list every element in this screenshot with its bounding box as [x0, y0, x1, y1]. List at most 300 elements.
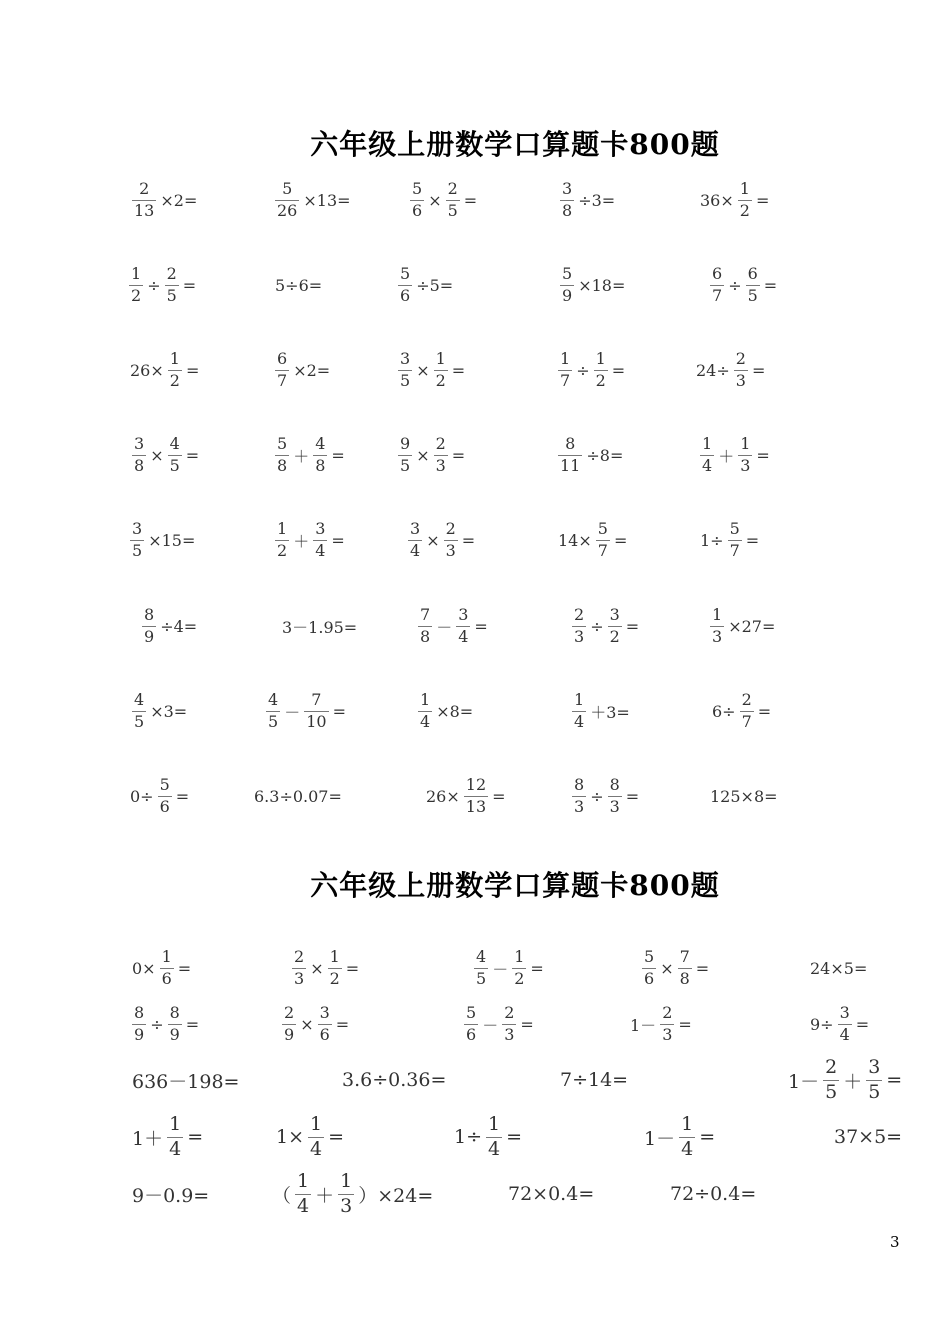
section2-problem: [280, 994, 351, 1054]
numerator: 1: [595, 348, 606, 368]
expression-text: ＋: [843, 1070, 863, 1093]
denominator: 8: [134, 455, 145, 475]
expression-text: 9－0.9=: [132, 1184, 210, 1207]
denominator: 2: [131, 285, 142, 305]
denominator: 5: [400, 370, 411, 390]
fraction: [318, 1002, 332, 1044]
numerator: 3: [562, 178, 573, 198]
section2-problem: [340, 1050, 448, 1110]
denominator: 6: [400, 285, 411, 305]
numerator: 1: [488, 1112, 501, 1135]
expression-text: =: [757, 701, 772, 721]
section1-problem: [396, 425, 467, 485]
denominator: 5: [747, 285, 758, 305]
expression-text: =: [492, 786, 506, 806]
expression-text: ÷4=: [160, 616, 198, 636]
denominator: 8: [277, 455, 288, 475]
section1-problem: [570, 766, 641, 826]
expression-text: =: [331, 445, 345, 465]
numerator: 4: [169, 433, 180, 453]
section2-problem: [274, 1107, 346, 1167]
numerator: 6: [712, 263, 723, 283]
numerator: 1: [277, 518, 288, 538]
denominator: 7: [560, 370, 571, 390]
fraction: [710, 263, 724, 305]
numerator: 8: [574, 774, 585, 794]
section2-problem: [668, 1164, 758, 1224]
expression-text: ×18=: [578, 275, 626, 295]
numerator: 1: [740, 433, 751, 453]
section1-problem: [128, 510, 197, 570]
denominator: 7: [277, 370, 288, 390]
section2-problem: [832, 1107, 904, 1167]
denominator: 5: [132, 540, 143, 560]
expression-text: ×: [300, 1014, 314, 1034]
expression-text: 636－198=: [132, 1070, 240, 1093]
numerator: 1: [329, 946, 340, 966]
numerator: 2: [435, 433, 446, 453]
denominator: 9: [169, 1024, 180, 1044]
section2-problem: [452, 1107, 524, 1167]
denominator: 3: [712, 626, 723, 646]
numerator: 2: [284, 1002, 295, 1022]
expression-text: 1÷: [700, 530, 724, 550]
section1-problem: [406, 510, 477, 570]
numerator: 3: [319, 1002, 330, 1022]
denominator: 8: [315, 455, 326, 475]
numerator: 8: [169, 1002, 180, 1022]
expression-text: =: [756, 445, 770, 465]
fraction: [165, 263, 179, 305]
expression-text: 72×0.4=: [508, 1183, 595, 1205]
numerator: 2: [741, 689, 752, 709]
numerator: 3: [400, 348, 411, 368]
section2-problem: [130, 994, 201, 1054]
section2-problem: [808, 994, 871, 1054]
fraction: [132, 1002, 146, 1044]
section1-problem: [694, 340, 767, 400]
expression-text: =: [625, 616, 640, 636]
section1-problem: [273, 425, 347, 485]
fraction: [142, 604, 156, 646]
expression-text: 26×: [426, 786, 460, 806]
denominator: 2: [609, 626, 620, 646]
expression-text: ×: [150, 445, 164, 465]
fraction: [464, 1002, 478, 1044]
section1-problem: [396, 340, 467, 400]
section1-problem: [570, 596, 641, 656]
expression-text: 6÷: [712, 701, 736, 721]
expression-text: 26×: [130, 360, 164, 380]
fraction: [746, 263, 760, 305]
denominator: 7: [712, 285, 723, 305]
expression-text: =: [530, 958, 544, 978]
expression-text: =: [175, 786, 190, 806]
expression-text: ＋: [718, 446, 735, 466]
fraction: [456, 604, 470, 646]
fraction: [313, 518, 327, 560]
expression-text: ×2=: [160, 190, 198, 210]
fraction: [642, 946, 656, 988]
denominator: 4: [458, 626, 469, 646]
section1-problem: [130, 170, 199, 230]
denominator: 3: [445, 540, 456, 560]
expression-text: ×3=: [150, 701, 188, 721]
denominator: 2: [329, 968, 340, 988]
expression-text: ×27=: [728, 616, 776, 636]
section1-problem: [708, 255, 779, 315]
fraction: [608, 774, 622, 816]
numerator: 1: [297, 1169, 310, 1192]
denominator: 3: [340, 1194, 353, 1217]
fraction: [679, 1112, 695, 1160]
section1-problem: [408, 170, 479, 230]
section1-problem: [396, 255, 455, 315]
section1-problem: [130, 425, 201, 485]
expression-text: ×: [428, 190, 442, 210]
numerator: 3: [609, 604, 620, 624]
section1-problem: [570, 681, 632, 741]
expression-text: =: [625, 786, 640, 806]
numerator: 1: [514, 946, 525, 966]
expression-text: ÷: [147, 275, 161, 295]
section2-problem: [506, 1164, 596, 1224]
expression-text: =: [463, 190, 478, 210]
denominator: 4: [574, 711, 585, 731]
fraction: [486, 1112, 502, 1160]
expression-text: ×8=: [436, 701, 474, 721]
section1-problem: [273, 340, 332, 400]
fraction: [560, 263, 574, 305]
expression-text: 24×5=: [810, 958, 868, 978]
expression-text: =: [520, 1014, 534, 1034]
denominator: 8: [562, 200, 573, 220]
section1-problem: [424, 766, 508, 826]
numerator: 6: [277, 348, 288, 368]
fraction: [130, 518, 144, 560]
section2-problem: [558, 1050, 630, 1110]
fraction: [338, 1169, 354, 1217]
denominator: 5: [868, 1080, 881, 1103]
fraction: [434, 433, 448, 475]
numerator: 1: [574, 689, 585, 709]
expression-text: =: [699, 1126, 716, 1148]
numerator: 4: [134, 689, 145, 709]
denominator: 11: [560, 455, 581, 475]
fraction: [700, 433, 714, 475]
denominator: 3: [740, 455, 751, 475]
expression-text: ×15=: [148, 530, 196, 550]
section2-problem: [808, 938, 869, 998]
section1-problem: [698, 425, 772, 485]
fraction: [408, 518, 422, 560]
expression-text: ÷8=: [586, 445, 624, 465]
section1-problem: [128, 766, 191, 826]
denominator: 3: [662, 1024, 673, 1044]
denominator: 5: [134, 711, 145, 731]
denominator: 6: [159, 796, 170, 816]
numerator: 3: [132, 518, 143, 538]
numerator: 3: [839, 1002, 850, 1022]
denominator: 9: [562, 285, 573, 305]
expression-text: ×: [660, 958, 674, 978]
denominator: 4: [169, 1137, 182, 1160]
numerator: 12: [465, 774, 487, 794]
expression-text: ×: [426, 530, 440, 550]
expression-text: 72÷0.4=: [670, 1183, 757, 1205]
numerator: 5: [644, 946, 655, 966]
section1-problem: [556, 340, 627, 400]
expression-text: －: [436, 617, 453, 637]
section1-problem: [698, 510, 761, 570]
numerator: 4: [268, 689, 279, 709]
expression-text: ÷: [590, 786, 604, 806]
section1-problem: [558, 170, 617, 230]
section1-problem: [280, 596, 359, 656]
section2-problem: [130, 1050, 241, 1110]
fraction: [608, 604, 622, 646]
expression-text: ×13=: [303, 190, 351, 210]
expression-text: =: [182, 275, 197, 295]
numerator: 6: [747, 263, 758, 283]
section1-problem: [416, 681, 475, 741]
fraction: [434, 348, 448, 390]
numerator: 1: [712, 604, 723, 624]
fraction: [710, 604, 724, 646]
expression-text: ÷: [590, 616, 604, 636]
fraction: [502, 1002, 516, 1044]
numerator: 1: [435, 348, 446, 368]
numerator: 5: [282, 178, 293, 198]
section2-problem: [130, 1107, 205, 1167]
numerator: 5: [562, 263, 573, 283]
denominator: 8: [679, 968, 690, 988]
numerator: 3: [868, 1055, 881, 1078]
section2-problem: [270, 1164, 435, 1224]
denominator: 6: [319, 1024, 330, 1044]
fraction: [660, 1002, 674, 1044]
expression-text: =: [745, 530, 760, 550]
denominator: 3: [294, 968, 305, 988]
expression-text: =: [328, 1126, 345, 1148]
fraction: [560, 178, 574, 220]
denominator: 2: [514, 968, 525, 988]
expression-text: =: [755, 190, 770, 210]
fraction: [129, 263, 143, 305]
expression-text: －: [482, 1015, 499, 1035]
numerator: 4: [315, 433, 326, 453]
denominator: 6: [412, 200, 423, 220]
numerator: 2: [445, 518, 456, 538]
fraction: [308, 1112, 324, 1160]
expression-text: ÷: [728, 275, 742, 295]
section2-problem: [290, 938, 361, 998]
expression-text: =: [886, 1069, 903, 1091]
numerator: 4: [476, 946, 487, 966]
fraction: [558, 348, 572, 390]
expression-text: ÷5=: [416, 275, 454, 295]
expression-text: 1÷: [454, 1126, 483, 1148]
numerator: 5: [277, 433, 288, 453]
denominator: 3: [574, 796, 585, 816]
expression-text: =: [506, 1126, 523, 1148]
denominator: 2: [739, 200, 750, 220]
fraction: [328, 946, 342, 988]
expression-text: ÷: [150, 1014, 164, 1034]
numerator: 1: [310, 1112, 323, 1135]
fraction: [596, 518, 610, 560]
fraction: [132, 433, 146, 475]
denominator: 9: [144, 626, 155, 646]
expression-text: 1－: [788, 1070, 820, 1093]
section1-problem: [264, 681, 348, 741]
fraction: [572, 689, 586, 731]
expression-text: 24÷: [696, 360, 730, 380]
denominator: 4: [839, 1024, 850, 1044]
numerator: 1: [560, 348, 571, 368]
numerator: 5: [412, 178, 423, 198]
numerator: 2: [735, 348, 746, 368]
expression-text: =: [613, 530, 628, 550]
fraction: [168, 1002, 182, 1044]
section2-problem: [628, 994, 694, 1054]
fraction: [572, 774, 586, 816]
denominator: 2: [435, 370, 446, 390]
denominator: 5: [268, 711, 279, 731]
fraction: [275, 178, 299, 220]
section1-problem: [130, 681, 189, 741]
expression-text: =: [185, 360, 200, 380]
expression-text: 1－: [630, 1015, 657, 1035]
fraction: [398, 263, 412, 305]
denominator: 7: [597, 540, 608, 560]
section1-problem: [556, 425, 625, 485]
section2-problem: [642, 1107, 717, 1167]
denominator: 5: [476, 968, 487, 988]
section1-problem: [708, 596, 777, 656]
numerator: 1: [420, 689, 431, 709]
expression-text: =: [185, 1014, 200, 1034]
denominator: 2: [169, 370, 180, 390]
fraction: [132, 178, 156, 220]
section1-problem: [252, 766, 344, 826]
expression-text: =: [345, 958, 360, 978]
fraction: [558, 433, 582, 475]
expression-text: －: [492, 959, 509, 979]
fraction: [304, 689, 328, 731]
expression-text: =: [187, 1126, 204, 1148]
numerator: 1: [702, 433, 713, 453]
section1-problem: [128, 340, 201, 400]
numerator: 2: [825, 1055, 838, 1078]
expression-text: ×: [416, 445, 430, 465]
denominator: 6: [466, 1024, 477, 1044]
denominator: 4: [297, 1194, 310, 1217]
fraction: [418, 689, 432, 731]
expression-text: 3－1.95=: [282, 617, 358, 637]
fraction: [398, 348, 412, 390]
expression-text: ＋: [293, 531, 310, 551]
numerator: 3: [458, 604, 469, 624]
fraction: [678, 946, 692, 988]
fraction: [572, 604, 586, 646]
section2-problem: [130, 938, 193, 998]
denominator: 3: [735, 370, 746, 390]
expression-text: 36×: [700, 190, 734, 210]
section1-problem: [273, 255, 324, 315]
denominator: 4: [310, 1137, 323, 1160]
numerator: 5: [597, 518, 608, 538]
expression-text: =: [474, 616, 488, 636]
numerator: 3: [410, 518, 421, 538]
numerator: 1: [681, 1112, 694, 1135]
fraction: [866, 1055, 882, 1103]
fraction: [594, 348, 608, 390]
numerator: 7: [311, 689, 322, 709]
expression-text: ）×24=: [358, 1184, 434, 1207]
page-title-1: 六年级上册数学口算题卡800题: [310, 128, 720, 161]
expression-text: 1×: [276, 1126, 305, 1148]
numerator: 2: [504, 1002, 515, 1022]
section1-problem: [558, 255, 627, 315]
denominator: 5: [166, 285, 177, 305]
denominator: 4: [702, 455, 713, 475]
numerator: 9: [400, 433, 411, 453]
denominator: 8: [420, 626, 431, 646]
fraction: [738, 178, 752, 220]
fraction: [168, 433, 182, 475]
denominator: 13: [134, 200, 155, 220]
expression-text: 37×5=: [834, 1126, 903, 1148]
expression-text: ×2=: [293, 360, 331, 380]
fraction: [823, 1055, 839, 1103]
section1-problem: [273, 170, 353, 230]
numerator: 7: [420, 604, 431, 624]
numerator: 1: [161, 946, 172, 966]
expression-text: =: [177, 958, 192, 978]
expression-text: =: [611, 360, 626, 380]
expression-text: =: [185, 445, 200, 465]
expression-text: 7÷14=: [560, 1069, 629, 1091]
numerator: 1: [169, 1112, 182, 1135]
expression-text: =: [461, 530, 476, 550]
expression-text: 14×: [558, 530, 592, 550]
fraction: [132, 689, 146, 731]
section2-problem: [130, 1164, 211, 1224]
expression-text: （: [272, 1184, 292, 1207]
expression-text: =: [751, 360, 766, 380]
numerator: 5: [466, 1002, 477, 1022]
denominator: 5: [447, 200, 458, 220]
numerator: 8: [565, 433, 576, 453]
expression-text: 9÷: [810, 1014, 834, 1034]
denominator: 4: [410, 540, 421, 560]
expression-text: 125×8=: [710, 786, 778, 806]
expression-text: =: [695, 958, 710, 978]
fraction: [167, 1112, 183, 1160]
expression-text: ×: [310, 958, 324, 978]
fraction: [266, 689, 280, 731]
expression-text: 5÷6=: [275, 275, 323, 295]
expression-text: =: [451, 360, 466, 380]
fraction: [275, 433, 289, 475]
numerator: 7: [679, 946, 690, 966]
numerator: 2: [662, 1002, 673, 1022]
denominator: 2: [277, 540, 288, 560]
denominator: 10: [306, 711, 327, 731]
numerator: 1: [131, 263, 142, 283]
expression-text: ÷: [576, 360, 590, 380]
